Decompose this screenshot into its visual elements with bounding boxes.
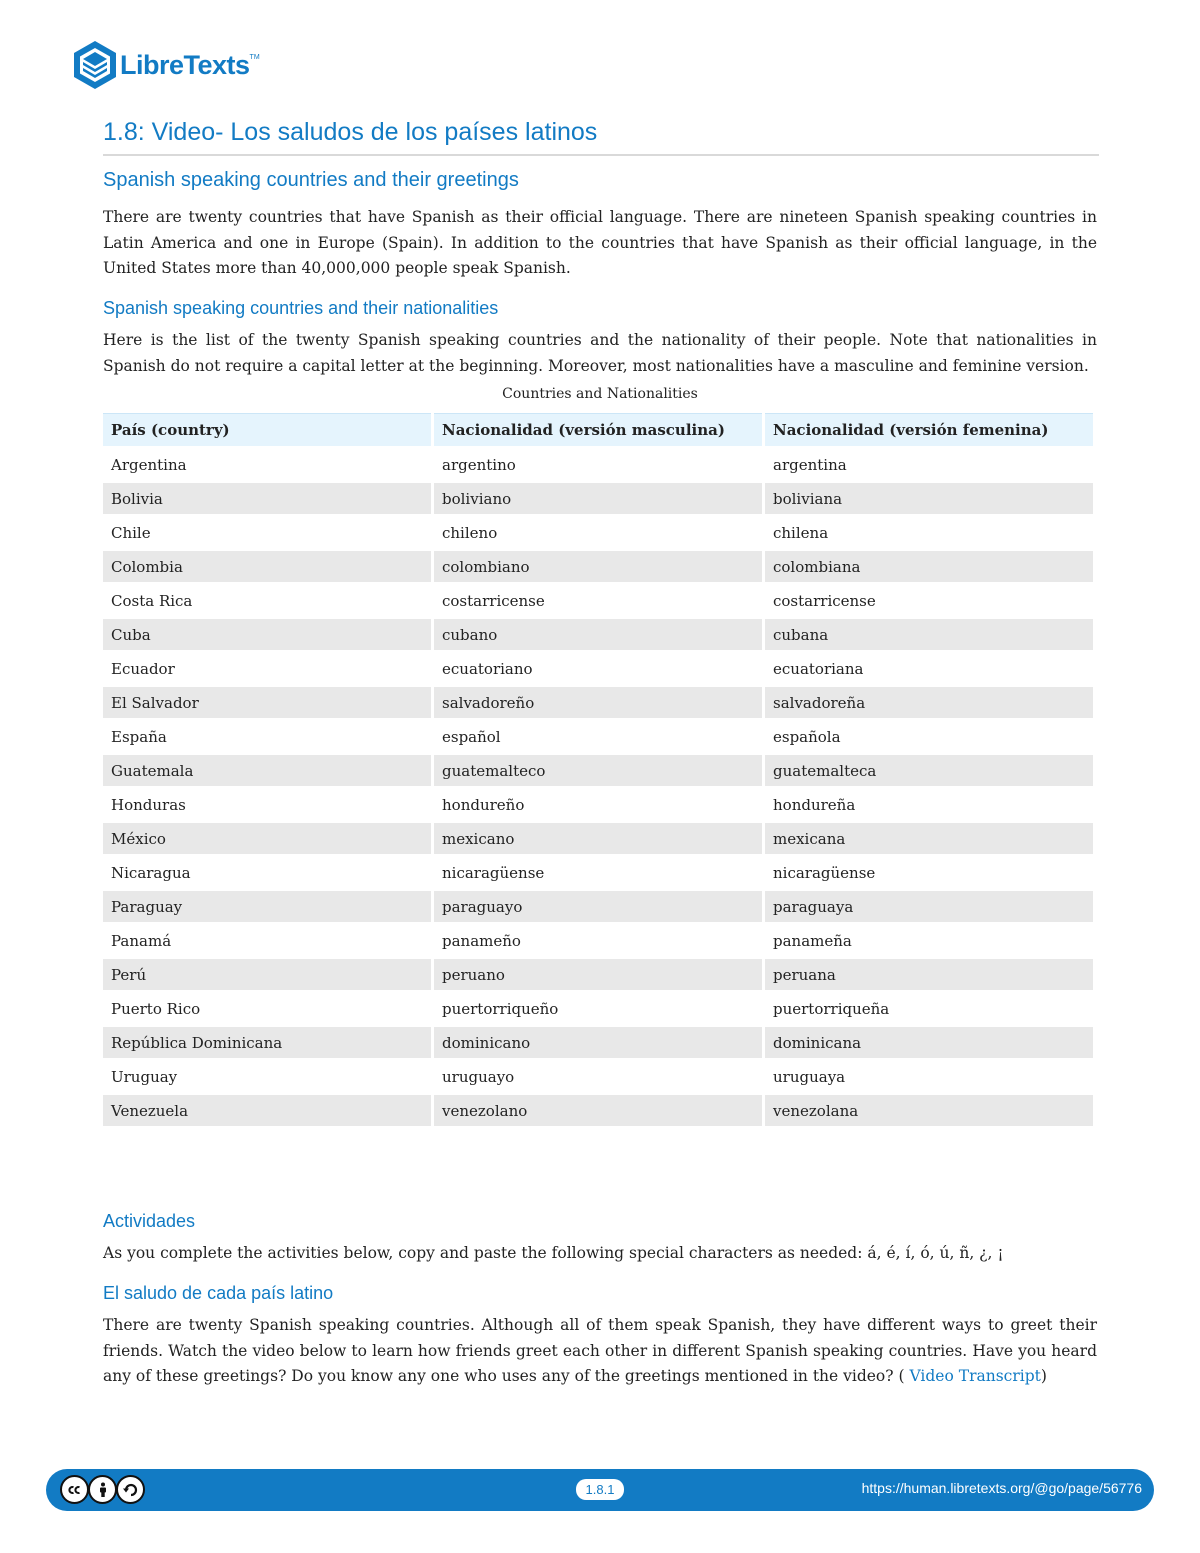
logo-trademark: TM <box>249 54 260 61</box>
cell-masculine: panameño <box>434 925 762 956</box>
column-header-masculine: Nacionalidad (versión masculina) <box>434 413 762 446</box>
table-row <box>103 993 1093 1024</box>
cell-masculine: nicaragüense <box>434 857 762 888</box>
table-row <box>103 551 1093 582</box>
cell-masculine: chileno <box>434 517 762 548</box>
table-row <box>103 789 1093 820</box>
paragraph-saludo <box>103 1313 1097 1390</box>
table-header-row <box>103 413 1093 446</box>
cell-country: Argentina <box>103 449 431 480</box>
heading-actividades: Actividades <box>103 1211 196 1231</box>
cell-country: Guatemala <box>103 755 431 786</box>
table-row <box>103 1027 1093 1058</box>
cell-masculine: mexicano <box>434 823 762 854</box>
cell-masculine: colombiano <box>434 551 762 582</box>
heading-greetings: Spanish speaking countries and their greetings <box>103 169 519 191</box>
cell-feminine: colombiana <box>765 551 1093 582</box>
cell-masculine: puertorriqueño <box>434 993 762 1024</box>
cell-country: Nicaragua <box>103 857 431 888</box>
cell-masculine: ecuatoriano <box>434 653 762 684</box>
cell-country: Cuba <box>103 619 431 650</box>
libretexts-logo[interactable] <box>72 40 260 90</box>
table-row <box>103 619 1093 650</box>
cell-country: El Salvador <box>103 687 431 718</box>
cell-feminine: puertorriqueña <box>765 993 1093 1024</box>
by-icon <box>88 1475 117 1504</box>
sa-icon <box>116 1475 145 1504</box>
cell-feminine: costarricense <box>765 585 1093 616</box>
video-transcript-link[interactable]: Video Transcript <box>909 1367 1041 1385</box>
cell-country: Bolivia <box>103 483 431 514</box>
heading-nationalities: Spanish speaking countries and their nationalities <box>103 298 499 318</box>
cc-icon <box>60 1475 89 1504</box>
page-number: 1.8.1 <box>576 1479 624 1500</box>
cell-feminine: guatemalteca <box>765 755 1093 786</box>
cell-country: Uruguay <box>103 1061 431 1092</box>
paragraph-nationalities: Here is the list of the twenty Spanish speaking countries and the nationality of their people. Note that nationalities in Spanish do not require a capital letter at the beginning. Moreover, most nationalities have a masculine and feminine version. <box>103 331 1097 375</box>
table-row <box>103 585 1093 616</box>
table-row <box>103 483 1093 514</box>
cell-masculine: guatemalteco <box>434 755 762 786</box>
table-caption: Countries and Nationalities <box>502 386 698 402</box>
cell-country: Venezuela <box>103 1095 431 1126</box>
table-row <box>103 517 1093 548</box>
cell-country: Panamá <box>103 925 431 956</box>
paragraph-saludo-end: ) <box>1040 1367 1047 1385</box>
cell-feminine: mexicana <box>765 823 1093 854</box>
cell-masculine: boliviano <box>434 483 762 514</box>
table-row <box>103 721 1093 752</box>
cell-feminine: cubana <box>765 619 1093 650</box>
cell-masculine: cubano <box>434 619 762 650</box>
cell-feminine: dominicana <box>765 1027 1093 1058</box>
cell-country: Paraguay <box>103 891 431 922</box>
paragraph-saludo-text: There are twenty Spanish speaking countries. Although all of them speak Spanish, they have different ways to greet their friends. Watch the video below to learn how friends greet each other in different Spanish speaking countries. Have you heard any of these greetings? Do you know any one who uses any of the greetings mentioned in the video? ( <box>103 1316 1097 1385</box>
cell-masculine: venezolano <box>434 1095 762 1126</box>
cell-country: Honduras <box>103 789 431 820</box>
paragraph-greetings: There are twenty countries that have Spanish as their official language. There are nineteen Spanish speaking countries in Latin America and one in Europe (Spain). In addition to the countries that have Spanish as their official language, in the United States more than 40,000,000 people speak Spanish. <box>103 208 1097 277</box>
cell-masculine: salvadoreño <box>434 687 762 718</box>
cell-feminine: española <box>765 721 1093 752</box>
cell-masculine: dominicano <box>434 1027 762 1058</box>
cell-country: Costa Rica <box>103 585 431 616</box>
nationalities-table <box>100 410 1096 1129</box>
table-row <box>103 823 1093 854</box>
cell-masculine: costarricense <box>434 585 762 616</box>
cell-feminine: salvadoreña <box>765 687 1093 718</box>
cell-masculine: paraguayo <box>434 891 762 922</box>
cell-masculine: uruguayo <box>434 1061 762 1092</box>
license-badges[interactable] <box>60 1475 144 1504</box>
cell-feminine: paraguaya <box>765 891 1093 922</box>
cell-country: Ecuador <box>103 653 431 684</box>
table-row <box>103 857 1093 888</box>
cell-masculine: argentino <box>434 449 762 480</box>
column-header-feminine: Nacionalidad (versión femenina) <box>765 413 1093 446</box>
cell-feminine: panameña <box>765 925 1093 956</box>
column-header-country: País (country) <box>103 413 431 446</box>
cell-feminine: chilena <box>765 517 1093 548</box>
cell-masculine: español <box>434 721 762 752</box>
cell-feminine: venezolana <box>765 1095 1093 1126</box>
paragraph-actividades: As you complete the activities below, copy and paste the following special characters as needed: á, é, í, ó, ú, ñ, ¿, ¡ <box>103 1244 1004 1262</box>
cell-feminine: boliviana <box>765 483 1093 514</box>
cell-country: España <box>103 721 431 752</box>
cell-feminine: argentina <box>765 449 1093 480</box>
table-row <box>103 891 1093 922</box>
table-row <box>103 449 1093 480</box>
table-row <box>103 925 1093 956</box>
table-row <box>103 1095 1093 1126</box>
cell-country: Colombia <box>103 551 431 582</box>
heading-saludo: El saludo de cada país latino <box>103 1283 334 1303</box>
libretexts-logo-icon <box>72 40 118 90</box>
cell-masculine: peruano <box>434 959 762 990</box>
table-row <box>103 653 1093 684</box>
table-row <box>103 1061 1093 1092</box>
cell-country: Puerto Rico <box>103 993 431 1024</box>
page-footer <box>46 1469 1154 1511</box>
cell-country: Perú <box>103 959 431 990</box>
cell-masculine: hondureño <box>434 789 762 820</box>
cell-feminine: uruguaya <box>765 1061 1093 1092</box>
logo-text: LibreTexts <box>120 49 250 80</box>
table-row <box>103 687 1093 718</box>
cell-country: Chile <box>103 517 431 548</box>
cell-country: México <box>103 823 431 854</box>
cell-feminine: hondureña <box>765 789 1093 820</box>
cell-country: República Dominicana <box>103 1027 431 1058</box>
cell-feminine: peruana <box>765 959 1093 990</box>
cell-feminine: nicaragüense <box>765 857 1093 888</box>
table-row <box>103 959 1093 990</box>
cell-feminine: ecuatoriana <box>765 653 1093 684</box>
table-row <box>103 755 1093 786</box>
page-title: 1.8: Video- Los saludos de los países latinos <box>103 118 1099 156</box>
page-url-link[interactable]: https://human.libretexts.org/@go/page/56776 <box>861 1480 1142 1496</box>
